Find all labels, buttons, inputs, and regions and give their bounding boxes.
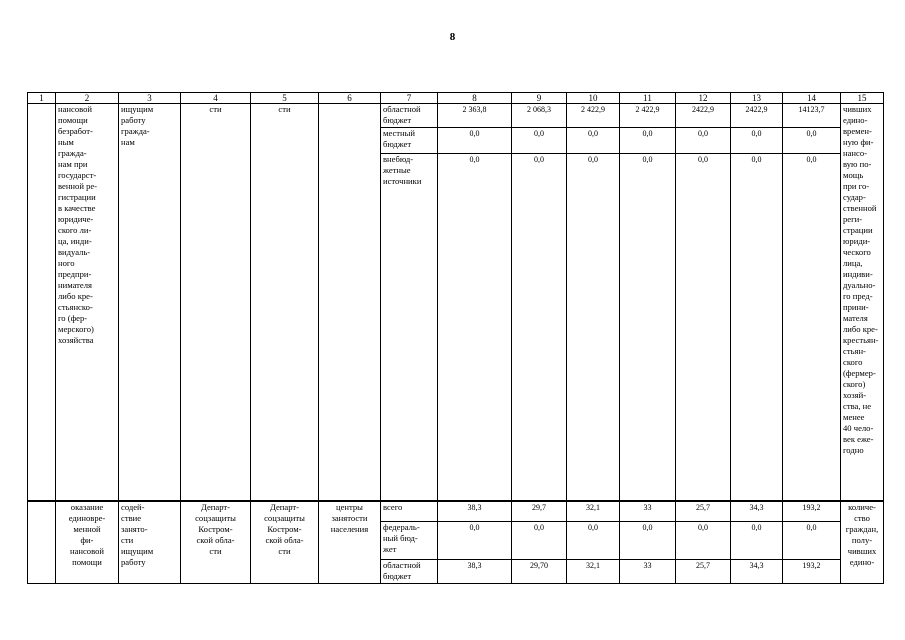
amount-cell: 0,0 [620,154,676,501]
funding-source: внебюд- жетные источники [381,154,438,501]
participant-cell [319,104,381,501]
amount-cell: 34,3 [731,501,783,522]
amount-cell: 2 422,9 [620,104,676,128]
amount-cell: 0,0 [731,128,783,154]
measure-description: нансовой помощи безработ- ным гражда- нам при государст- венной ре- гистрации в качестве юридиче- ского ли- ца, инди- видуаль- ного предпри- нимателя либо кре- стьянско- го (фер- мерского) хозяйства [56,104,119,501]
amount-cell: 33 [620,560,676,584]
amount-cell: 2422,9 [676,104,731,128]
column-number: 5 [251,93,319,104]
column-number: 3 [119,93,181,104]
column-number: 7 [381,93,438,104]
amount-cell: 0,0 [438,128,512,154]
funding-source: всего [381,501,438,522]
amount-cell: 0,0 [676,128,731,154]
amount-cell: 0,0 [512,128,567,154]
column-number: 2 [56,93,119,104]
column-number: 8 [438,93,512,104]
amount-cell: 0,0 [620,522,676,560]
column-number: 9 [512,93,567,104]
amount-cell: 25,7 [676,560,731,584]
amount-cell: 25,7 [676,501,731,522]
total-cell: 0,0 [783,154,841,501]
column-number: 1 [28,93,56,104]
executor-cell: Департ- соцзащиты Костром- ской обла- сти [181,501,251,584]
total-cell: 14123,7 [783,104,841,128]
participant-cell: центры занятости населения [319,501,381,584]
total-cell: 193,2 [783,501,841,522]
coexecutor-cell: Департ- соцзащиты Костром- ской обла- сти [251,501,319,584]
amount-cell: 0,0 [567,522,620,560]
column-number: 4 [181,93,251,104]
column-number: 12 [676,93,731,104]
amount-cell: 0,0 [567,154,620,501]
funding-source: областной бюджет [381,104,438,128]
amount-cell: 0,0 [731,154,783,501]
amount-cell: 0,0 [438,154,512,501]
target-indicator: чивших едино- времен- ную фи- нансо- вую по- мощь при го- судар- ственной реги- страции юриди- ческого лица, индиви- дуально- го пред- прини- мателя либо кре- крестьян- стьян- ского (фермер- ского) хозяй- ства, не менее 40 чело- век еже- годно [841,104,884,501]
amount-cell: 0,0 [512,522,567,560]
column-number: 10 [567,93,620,104]
amount-cell: 0,0 [512,154,567,501]
measure-description: оказание единовре- менной фи- нансовой помощи [56,501,119,584]
table-row [28,104,884,128]
amount-cell: 2 363,8 [438,104,512,128]
column-number: 15 [841,93,884,104]
amount-cell: 0,0 [676,522,731,560]
column-number: 14 [783,93,841,104]
funding-source: местный бюджет [381,128,438,154]
target-indicator: количе- ство граждан, полу- чивших едино- [841,501,884,584]
total-cell: 0,0 [783,522,841,560]
funding-source: областной бюджет [381,560,438,584]
amount-cell: 0,0 [620,128,676,154]
column-number: 11 [620,93,676,104]
amount-cell: 2422,9 [731,104,783,128]
task-description: содей- ствие занято- сти ищущим работу [119,501,181,584]
row-number-cell [28,501,56,584]
amount-cell: 0,0 [731,522,783,560]
row-number-cell [28,104,56,501]
amount-cell: 33 [620,501,676,522]
amount-cell: 0,0 [567,128,620,154]
column-number: 13 [731,93,783,104]
amount-cell: 32,1 [567,501,620,522]
amount-cell: 0,0 [438,522,512,560]
total-cell: 0,0 [783,128,841,154]
amount-cell: 2 068,3 [512,104,567,128]
coexecutor-cell: сти [251,104,319,501]
amount-cell: 32,1 [567,560,620,584]
column-number-row [28,93,884,104]
amount-cell: 38,3 [438,501,512,522]
amount-cell: 2 422,9 [567,104,620,128]
amount-cell: 38,3 [438,560,512,584]
table-row [28,501,884,522]
amount-cell: 0,0 [676,154,731,501]
amount-cell: 34,3 [731,560,783,584]
executor-cell: сти [181,104,251,501]
amount-cell: 29,70 [512,560,567,584]
funding-source: федераль- ный бюд- жет [381,522,438,560]
task-description: ищущим работу гражда- нам [119,104,181,501]
amount-cell: 29,7 [512,501,567,522]
page-number: 8 [449,31,456,43]
column-number: 6 [319,93,381,104]
total-cell: 193,2 [783,560,841,584]
program-table [27,92,884,584]
